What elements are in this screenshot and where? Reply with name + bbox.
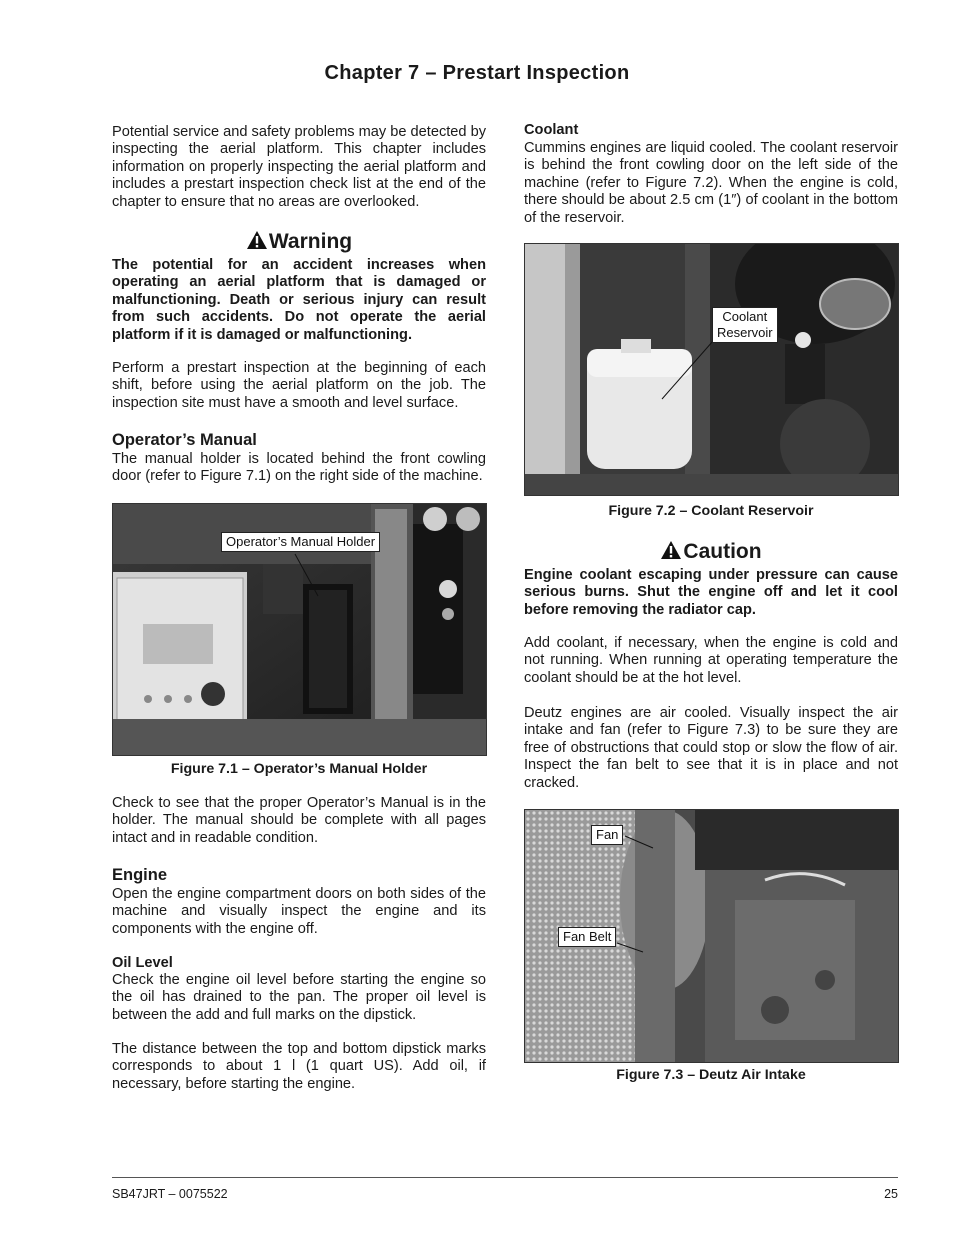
operators-manual-heading: Operator’s Manual: [112, 431, 257, 449]
figure-7-2-callout-line1: Coolant: [722, 309, 768, 324]
coolant-heading: Coolant: [524, 122, 579, 138]
caution-text: Engine coolant escaping under pressure can cause serious burns. Shut the engine off and let it cool before removing the radiator cap.: [524, 567, 898, 618]
warning-title: [112, 230, 486, 254]
figure-7-3-callout-fan-belt: Fan Belt: [558, 927, 616, 947]
prestart-paragraph: Perform a prestart inspection at the beginning of each shift, before using the aerial platform on the job. The inspection site must have a smooth and level surface.: [112, 360, 486, 411]
footer-page-number: 25: [884, 1187, 898, 1201]
figure-7-3-photo: [524, 809, 899, 1063]
caution-title: [524, 540, 898, 564]
footer-divider: [112, 1177, 898, 1178]
figure-7-3-caption: Figure 7.3 – Deutz Air Intake: [616, 1067, 806, 1083]
check-manual-paragraph: Check to see that the proper Operator’s Manual is in the holder. The manual should be complete with all pages intact and in readable condition.: [112, 795, 486, 846]
caution-block: [524, 540, 898, 619]
figure-7-2-callout: [712, 307, 778, 343]
caution-triangle-icon: [660, 540, 682, 560]
coolant-paragraph: Cummins engines are liquid cooled. The coolant reservoir is behind the front cowling door on the left side of the machine (refer to Figure 7.2). When the engine is cold, there should be about 2.5 cm (1″) of coolant in the bottom of the reservoir.: [524, 140, 898, 226]
figure-7-1-photo: [112, 503, 487, 756]
warning-text: The potential for an accident increases when operating an aerial platform that is damaged or malfunctioning. Death or serious injury can result from such accidents. Do not operate the aerial platform if it is damaged or malfunctioning.: [112, 257, 486, 343]
caution-title-text: Caution: [683, 540, 762, 563]
engine-heading: Engine: [112, 866, 168, 884]
warning-triangle-icon: [246, 230, 268, 250]
coolant-reservoir-illustration: [525, 244, 898, 495]
figure-7-1-caption: Figure 7.1 – Operator’s Manual Holder: [170, 761, 428, 777]
dipstick-paragraph: The distance between the top and bottom dipstick marks corresponds to about 1 l (1 quart US). Add oil, if necessary, before starting the engine.: [112, 1041, 486, 1092]
deutz-paragraph: Deutz engines are air cooled. Visually inspect the air intake and fan (refer to Figure 7.3) to be sure they are free of obstructions that could stop or slow the flow of air. Inspect the fan belt to see that it is in place and not cracked.: [524, 705, 898, 791]
oil-level-paragraph: Check the engine oil level before starting the engine so the oil has drained to the pan. The proper oil level is between the add and full marks on the dipstick.: [112, 972, 486, 1023]
figure-7-1-callout: Operator’s Manual Holder: [221, 532, 380, 552]
add-coolant-paragraph: Add coolant, if necessary, when the engine is cold and not running. When running at operating temperature the coolant should be at the hot level.: [524, 635, 898, 686]
engine-paragraph: Open the engine compartment doors on both sides of the machine and visually inspect the engine and its components with the engine off.: [112, 886, 486, 937]
page-title: Chapter 7 – Prestart Inspection: [324, 62, 630, 84]
oil-level-heading: Oil Level: [112, 955, 173, 971]
warning-title-text: Warning: [268, 230, 353, 253]
warning-block: [112, 230, 486, 344]
figure-7-2-photo: [524, 243, 899, 496]
operators-manual-paragraph: The manual holder is located behind the front cowling door (refer to Figure 7.1) on the right side of the machine.: [112, 451, 486, 485]
figure-7-2-callout-line2: Reservoir: [717, 325, 773, 340]
figure-7-2-caption: Figure 7.2 – Coolant Reservoir: [608, 503, 814, 519]
footer-document-id: SB47JRT – 0075522: [112, 1187, 228, 1201]
intro-paragraph: Potential service and safety problems may be detected by inspecting the aerial platform. This chapter includes information on properly inspecting the aerial platform and includes a prestart inspection check list at the end of the chapter to ensure that no areas are overlooked.: [112, 124, 486, 210]
figure-7-3-callout-fan: Fan: [591, 825, 623, 845]
